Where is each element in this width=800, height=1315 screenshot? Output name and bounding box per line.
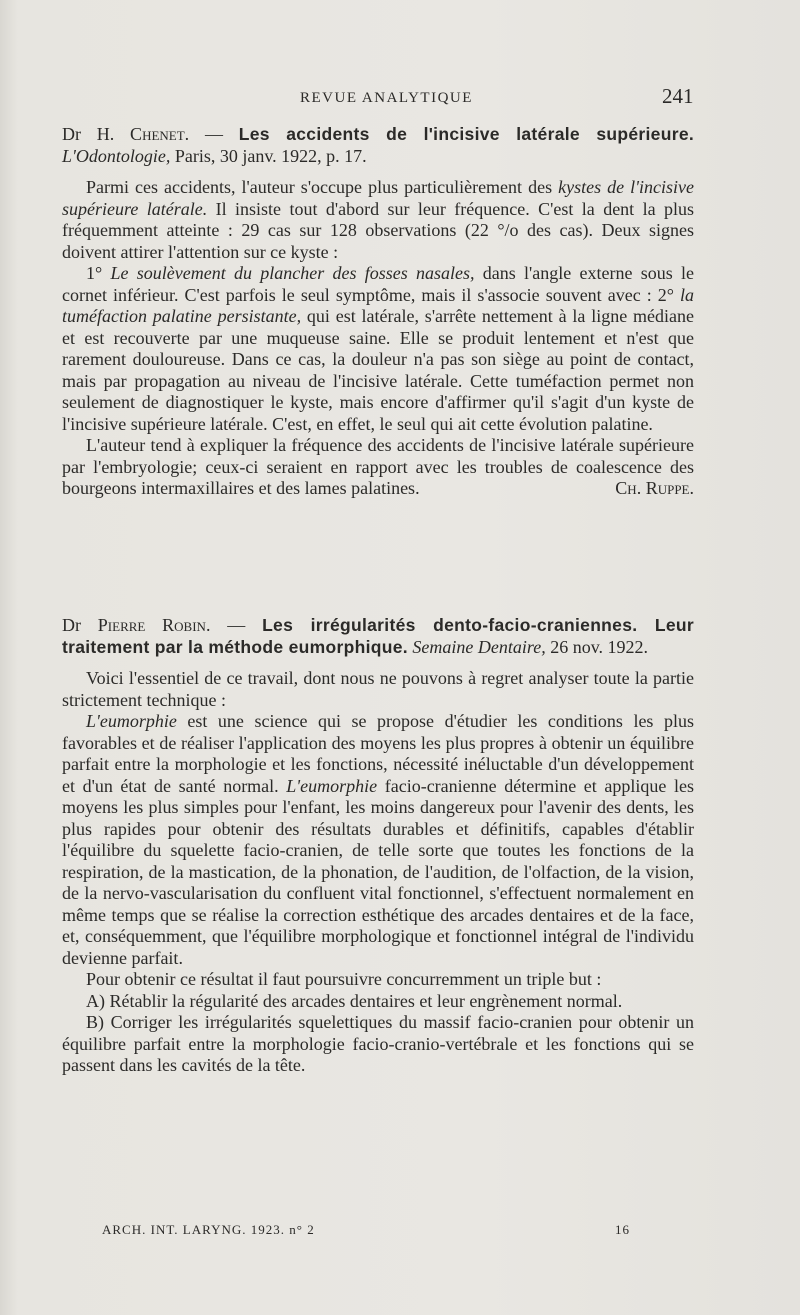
journal-name: Semaine Dentaire, xyxy=(412,636,546,657)
dash: — xyxy=(210,615,263,635)
page-footer xyxy=(0,1222,800,1242)
paragraph: B) Corriger les irrégularités squelettiques du massif facio-cranien pour obtenir un équilibre parfait entre la morphologie facio-cranio-vertébrale et les fonctions qui se passent dans les cavités de la tête. xyxy=(62,1012,694,1075)
signature-mark: 16 xyxy=(615,1222,630,1237)
article-title: Les accidents de l'incisive latérale supérieure. xyxy=(238,124,695,144)
article-heading xyxy=(62,124,694,167)
signature-name: Ch. Ruppe. xyxy=(615,478,694,498)
paragraph: Voici l'essentiel de ce travail, dont nous ne pouvons à regret analyser toute la partie strictement technique : xyxy=(62,668,694,710)
article-robin xyxy=(62,615,694,1077)
italic-run: la tuméfaction palatine persistante, xyxy=(62,284,694,326)
citation: 26 nov. 1922. xyxy=(545,636,649,657)
article-chenet xyxy=(62,124,694,500)
paragraph xyxy=(62,263,694,435)
author-name: H. Chenet. xyxy=(96,124,190,144)
italic-run: kystes de l'incisive supérieure latérale. xyxy=(62,177,694,219)
text-run: dans l'angle externe sous le cornet inférieur. C'est parfois le seul symptôme, mais il s'associe souvent avec : 2° xyxy=(62,263,694,305)
journal-name: L'Odontologie, xyxy=(62,145,171,166)
author-name: Pierre Robin. xyxy=(97,615,211,635)
running-header xyxy=(0,84,800,114)
paragraph: Pour obtenir ce résultat il faut poursuivre concurremment un triple but : xyxy=(86,969,602,989)
article-title: Les irrégularités dento-facio-craniennes. Leur traitement par la méthode eumorphique. xyxy=(62,615,694,657)
italic-run: L'eumorphie xyxy=(86,711,177,731)
dash: — xyxy=(189,124,239,144)
text-run: est une science qui se propose d'étudier les conditions les plus favorables et de réaliser l'application des moyens les plus propres à obtenir un équilibre parfait entre la morphologie et les fonctions, nécessité inéluctable d'un développement et d'un état de santé normal. xyxy=(62,711,694,796)
footer-citation: ARCH. INT. LARYNG. 1923. n° 2 xyxy=(102,1222,315,1237)
paragraph: A) Rétablir la régularité des arcades dentaires et leur engrènement normal. xyxy=(86,990,623,1011)
paragraph xyxy=(62,711,694,969)
article-heading xyxy=(62,615,694,658)
italic-run: L'eumorphie xyxy=(286,775,378,796)
page-number: 241 xyxy=(662,84,694,108)
text-run: 1° xyxy=(86,263,111,283)
running-title: REVUE ANALYTIQUE xyxy=(300,90,473,106)
text-run: qui est latérale, s'arrête nettement à la ligne médiane et est recouverte par une muqueuse saine. Elle se produit lentement et n'est que rarement douloureuse. Dans ce cas, la douleur n'a pas son siège au point de contact, mais par propagation au niveau de l'incisive latérale. Cette tuméfaction permet non seulement de diagnostiquer le kyste, mais encore d'affirmer qu'il s'agit d'un kyste de l'incisive supérieure latérale. C'est, en effet, le seul qui ait cette évolution palatine. xyxy=(62,306,694,434)
author-prefix: Dr xyxy=(62,124,97,144)
italic-run: Le soulèvement du plancher des fosses nasales, xyxy=(110,263,475,283)
author-prefix: Dr xyxy=(62,615,98,635)
paragraph xyxy=(62,177,694,263)
text-run: facio-cranienne détermine et applique les moyens les plus simples pour l'enfant, les moins dangereux pour l'avenir des dents, les plus rapides pour obtenir des résultats durables et définitifs, capables d'établir l'équilibre du squelette facio-cranien, de telle sorte que toutes les fonctions de la respiration, de la mastication, de la phonation, de l'audition, de l'olfaction, de la vision, de la nervo-vascularisation du confluent vital fonctionnel, s'effectuent normalement en même temps que se réalise la correction esthétique des arcades dentaires et de la face, et, conséquemment, que l'équilibre morphologique et fonctionnel intégral de l'individu devienne parfait. xyxy=(62,775,694,968)
text-run: Il insiste tout d'abord sur leur fréquence. C'est la dent la plus fréquemment atteinte : 29 cas sur 128 observations (22 °/o des cas). Deux signes doivent attirer l'attention sur ce kyste : xyxy=(62,198,694,262)
text-run: Parmi ces accidents, l'auteur s'occupe plus particulièrement des xyxy=(86,177,559,197)
paragraph: L'auteur tend à expliquer la fréquence des accidents de l'incisive latérale supérieure par l'embryologie; ceux-ci seraient en rapport avec les troubles de coalescence des bourgeons intermaxillaires et des lames palatines. xyxy=(62,435,694,498)
citation: Paris, 30 janv. 1922, p. 17. xyxy=(170,145,367,166)
